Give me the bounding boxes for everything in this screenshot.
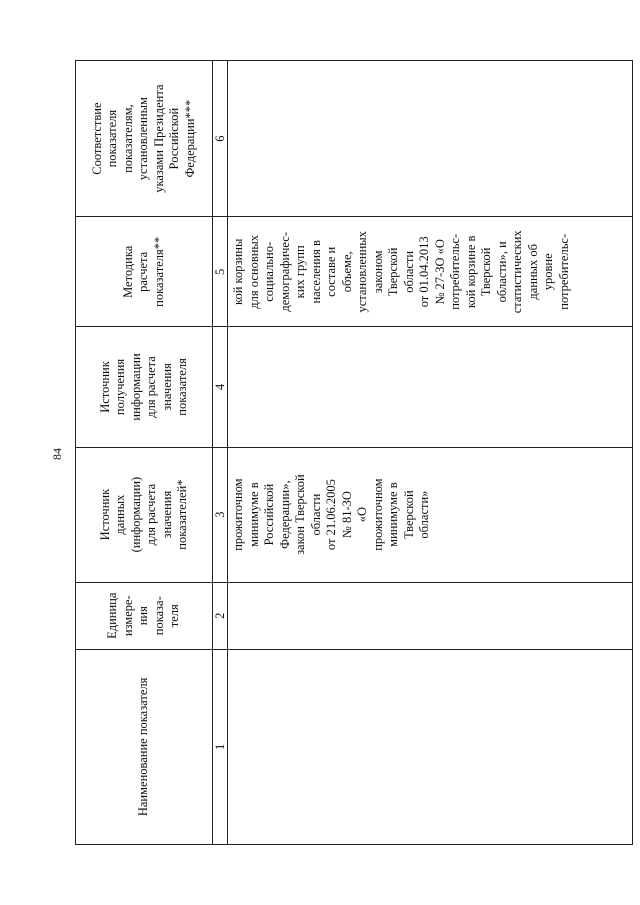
header-info-source: Источник получения информации для расчета значения показателя — [76, 327, 213, 447]
column-number: 4 — [213, 327, 228, 447]
cell-indicator-name — [228, 649, 633, 844]
header-data-source: Источник данных (информации) для расчета значения показателей* — [76, 447, 213, 582]
column-number: 6 — [213, 61, 228, 217]
cell-data-source: прожиточном минимуме в Российской Федерации», закон Тверской области от 21.06.2005 № 81-ЗО «О прожиточном минимуме в Тверской области» — [228, 447, 633, 582]
column-number: 5 — [213, 217, 228, 327]
column-number: 1 — [213, 649, 228, 844]
header-indicator-name: Наименование показателя — [76, 649, 213, 844]
header-unit: Единица измере- ния показа- теля — [76, 582, 213, 649]
cell-compliance — [228, 61, 633, 217]
indicator-table — [75, 60, 633, 845]
cell-methodology: кой корзины для основных социально- демографичес- ких групп населения в составе и объеме, установленных законом Тверской области от 01.04.2013 № 27-ЗО «О потребительс- кой корзине в Тверской области», и статистических данных об уровне потребительс- — [228, 217, 633, 327]
cell-unit — [228, 582, 633, 649]
page-number: 84 — [50, 448, 64, 460]
header-row — [76, 61, 213, 845]
column-number: 3 — [213, 447, 228, 582]
header-compliance: Соответствие показателя показателям, установленным указами Президента Российской Федерации*** — [76, 61, 213, 217]
header-methodology: Методика расчета показателя** — [76, 217, 213, 327]
column-number-row — [213, 61, 228, 845]
column-number: 2 — [213, 582, 228, 649]
table-row — [228, 61, 633, 845]
cell-info-source — [228, 327, 633, 447]
rotated-page-content — [75, 60, 633, 845]
